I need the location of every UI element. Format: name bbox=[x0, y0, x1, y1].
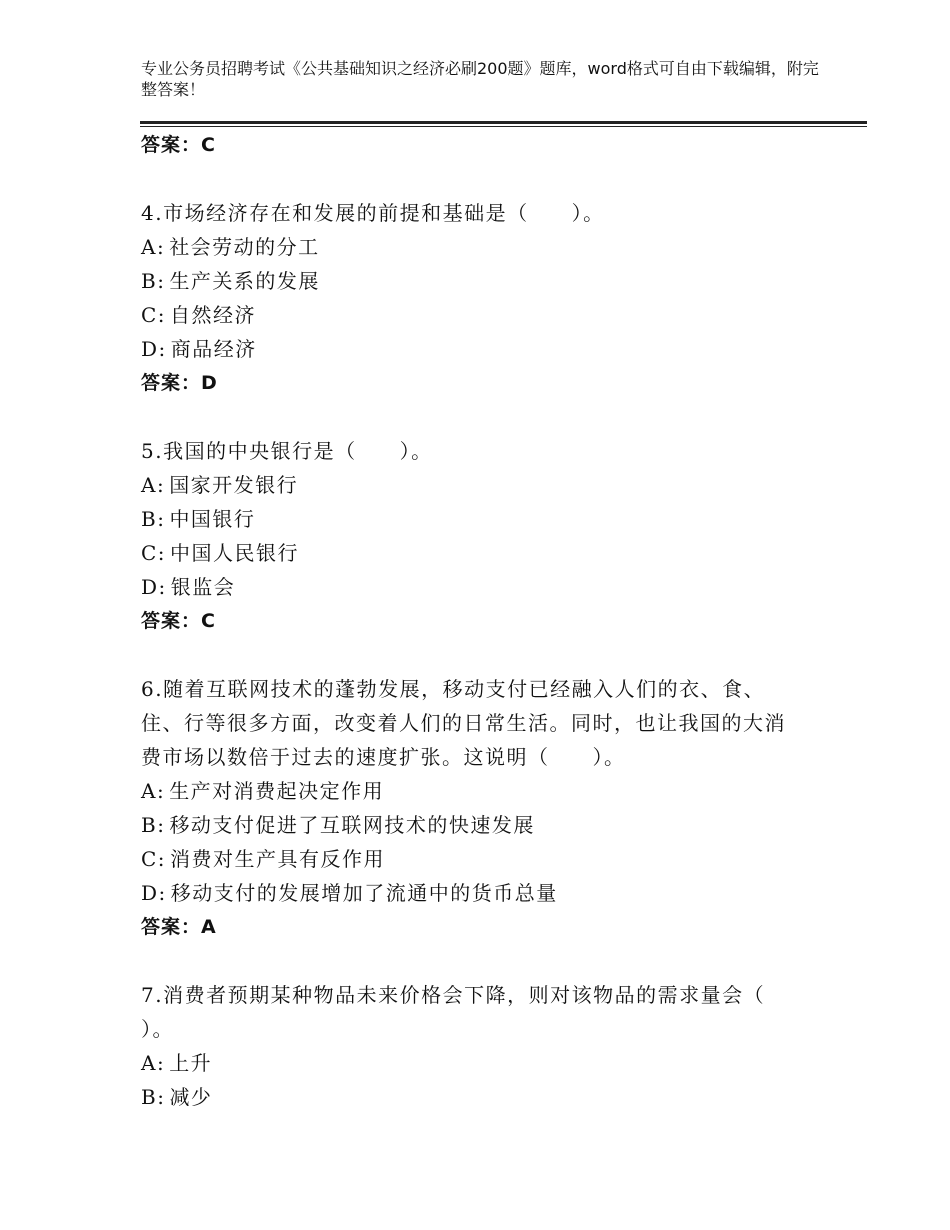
option-row bbox=[141, 1046, 831, 1080]
option-key: B: bbox=[141, 269, 166, 293]
answer-value: A bbox=[201, 916, 217, 938]
question-stem: 4.市场经济存在和发展的前提和基础是（ ）。 bbox=[141, 201, 605, 225]
question-block bbox=[141, 196, 831, 400]
answer-prefix: 答案： bbox=[141, 134, 202, 156]
option-key: A: bbox=[141, 1051, 166, 1075]
question-gap bbox=[141, 162, 831, 196]
option-row bbox=[141, 876, 831, 910]
option-key: A: bbox=[141, 235, 166, 259]
answer-prefix: 答案： bbox=[141, 372, 202, 394]
option-row bbox=[141, 808, 831, 842]
option-key: A: bbox=[141, 779, 166, 803]
answer-value: C bbox=[201, 134, 216, 156]
option-text: 中国人民银行 bbox=[170, 541, 300, 565]
option-text: 自然经济 bbox=[170, 303, 257, 327]
question-gap bbox=[141, 944, 831, 978]
option-row bbox=[141, 774, 831, 808]
option-text: 移动支付的发展增加了流通中的货币总量 bbox=[170, 881, 558, 905]
option-text: 国家开发银行 bbox=[169, 473, 299, 497]
question-gap bbox=[141, 400, 831, 434]
question-stem: ）。 bbox=[141, 1017, 174, 1041]
option-row bbox=[141, 536, 831, 570]
question-stem: 5.我国的中央银行是（ ）。 bbox=[141, 439, 433, 463]
option-row bbox=[141, 332, 831, 366]
option-key: C: bbox=[141, 541, 167, 565]
answer-value: D bbox=[201, 372, 218, 394]
option-key: B: bbox=[141, 813, 166, 837]
header-rule-thin bbox=[140, 126, 867, 127]
option-key: B: bbox=[141, 1085, 166, 1109]
option-text: 生产关系的发展 bbox=[169, 269, 320, 293]
page-header: 专业公务员招聘考试《公共基础知识之经济必刷200题》题库，word格式可自由下载编辑，附完整答案！ bbox=[141, 59, 819, 99]
option-text: 社会劳动的分工 bbox=[169, 235, 320, 259]
option-key: D: bbox=[141, 575, 167, 599]
question-stem: 6.随着互联网技术的蓬勃发展，移动支付已经融入人们的衣、食、 bbox=[141, 677, 766, 701]
option-text: 消费对生产具有反作用 bbox=[170, 847, 386, 871]
question-answer bbox=[141, 910, 831, 944]
header-rule-thick bbox=[140, 121, 867, 124]
answer-value: C bbox=[201, 610, 216, 632]
option-key: A: bbox=[141, 473, 166, 497]
option-key: B: bbox=[141, 507, 166, 531]
option-row bbox=[141, 264, 831, 298]
option-key: C: bbox=[141, 303, 167, 327]
option-row bbox=[141, 298, 831, 332]
option-text: 商品经济 bbox=[170, 337, 257, 361]
question-block bbox=[141, 434, 831, 638]
question-stem: 费市场以数倍于过去的速度扩张。这说明（ ）。 bbox=[141, 745, 626, 769]
option-row bbox=[141, 230, 831, 264]
question-list bbox=[141, 128, 831, 1114]
option-row bbox=[141, 502, 831, 536]
option-text: 银监会 bbox=[170, 575, 236, 599]
question-answer bbox=[141, 366, 831, 400]
answer-prefix: 答案： bbox=[141, 916, 202, 938]
question-stem: 7.消费者预期某种物品未来价格会下降，则对该物品的需求量会（ bbox=[141, 983, 766, 1007]
question-gap bbox=[141, 638, 831, 672]
question-stem: 住、行等很多方面，改变着人们的日常生活。同时，也让我国的大消 bbox=[141, 711, 786, 735]
option-key: C: bbox=[141, 847, 167, 871]
option-row bbox=[141, 842, 831, 876]
option-text: 减少 bbox=[169, 1085, 213, 1109]
option-text: 生产对消费起决定作用 bbox=[169, 779, 385, 803]
question-block bbox=[141, 978, 831, 1114]
question-block bbox=[141, 672, 831, 944]
answer-prefix: 答案： bbox=[141, 610, 202, 632]
option-text: 中国银行 bbox=[169, 507, 256, 531]
option-key: D: bbox=[141, 337, 167, 361]
option-row bbox=[141, 1080, 831, 1114]
option-row bbox=[141, 468, 831, 502]
option-row bbox=[141, 570, 831, 604]
option-text: 上升 bbox=[169, 1051, 213, 1075]
option-key: D: bbox=[141, 881, 167, 905]
question-answer bbox=[141, 604, 831, 638]
option-text: 移动支付促进了互联网技术的快速发展 bbox=[169, 813, 535, 837]
previous-answer bbox=[141, 128, 831, 162]
